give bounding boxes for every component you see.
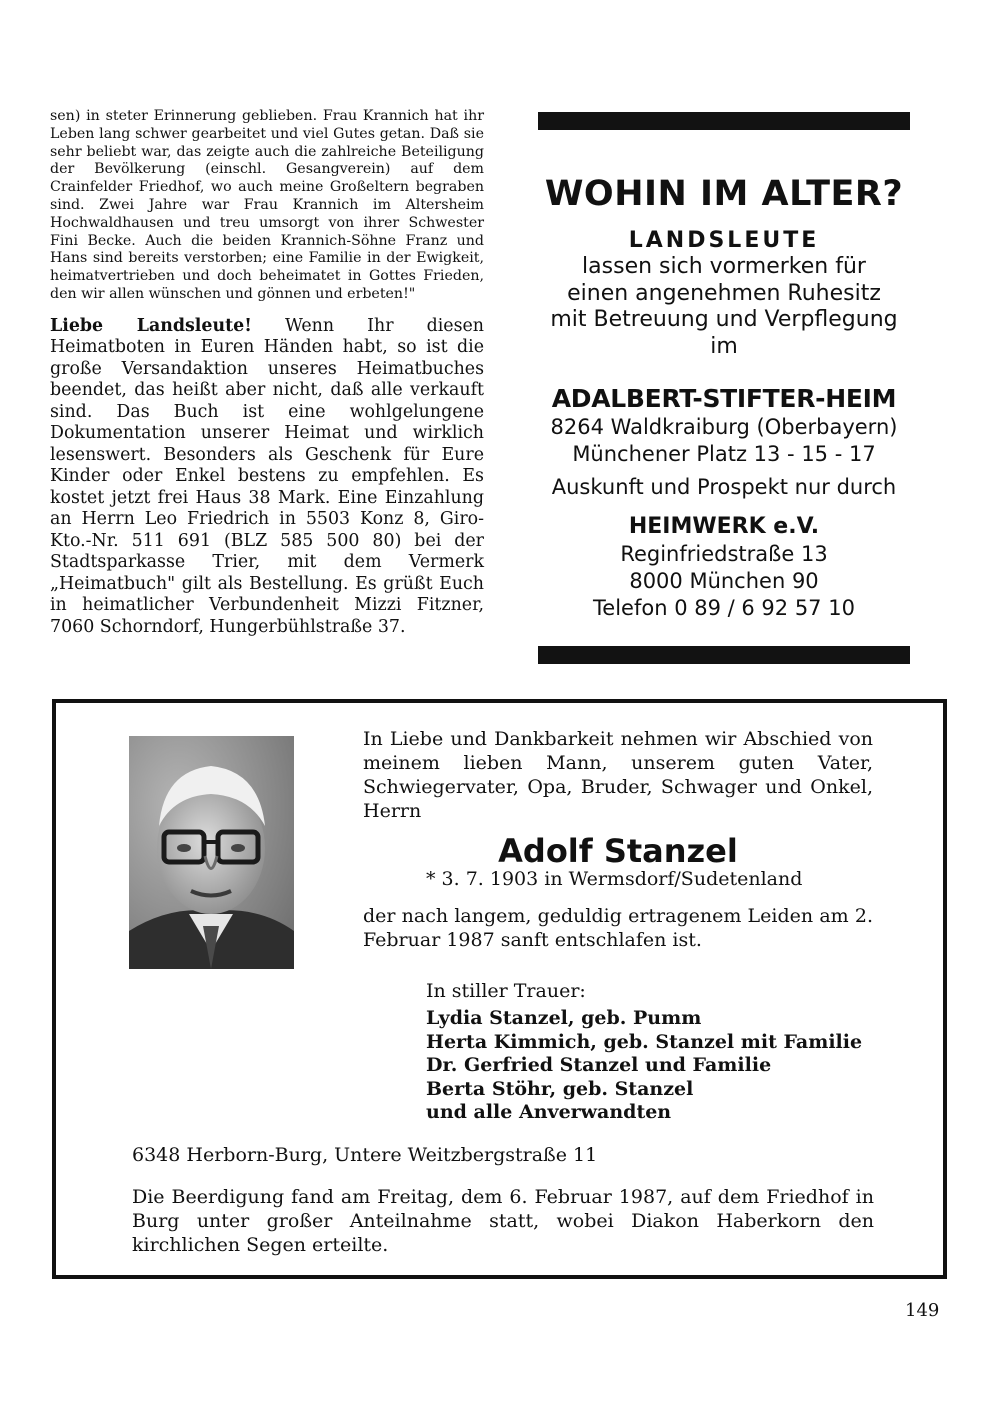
ad-info: Auskunft und Prospekt nur durch [551, 475, 897, 499]
mourners-list [426, 1007, 862, 1125]
ad-subheadline: LANDSLEUTE [628, 228, 820, 253]
mourning-label: In stiller Trauer: [426, 980, 586, 1002]
page-number: 149 [905, 1300, 940, 1321]
deceased-name: Adolf Stanzel [498, 832, 738, 870]
left-column [50, 108, 484, 638]
ad-org-phone: Telefon 0 89 / 6 92 57 10 [593, 596, 855, 620]
ad-line: lassen sich vormerken für [582, 254, 866, 279]
ad-line: einen angenehmen Ruhesitz [567, 280, 881, 306]
appeal-text: Wenn Ihr diesen Heimatboten in Euren Händen habt, so ist die große Versandaktion unseres Heimatbuches beendet, das heißt aber nicht, daß alle verkauft sind. Das Buch ist eine wohlgelungene Dokumentation unserer Heimat und wirklich lesenswert. Besonders als Geschenk für Eure Kinder oder Enkel bestens zu empfehlen. Es kostet jetzt frei Haus 38 Mark. Eine Einzahlung an Herrn Leo Friedrich in 5503 Konz 8, Giro-Kto.-Nr. 511 691 (BLZ 585 500 80) bei der Stadtsparkasse Trier, mit dem Vermerk „Heimatbuch" gilt als Bestellung. Es grüßt Euch in heimatlicher Verbundenheit Mizzi Fitzner, 7060 Schorndorf, Hungerbühlstraße 37. [50, 315, 484, 637]
family-address: 6348 Herborn-Burg, Untere Weitzbergstraße 11 [132, 1144, 598, 1166]
ad-org-name: HEIMWERK e.V. [628, 514, 820, 539]
appeal-paragraph [50, 316, 484, 639]
mourner: Herta Kimmich, geb. Stanzel mit Familie [426, 1030, 863, 1053]
mourner: Dr. Gerfried Stanzel und Familie [426, 1054, 772, 1076]
ad-top-bar [538, 112, 910, 130]
ad-home-address-1: 8264 Waldkraiburg (Oberbayern) [550, 415, 898, 439]
obituary-notice [52, 699, 947, 1279]
ad-home-address-2: Münchener Platz 13 - 15 - 17 [572, 442, 876, 466]
ad-line: im [710, 333, 738, 359]
ad-home-name: ADALBERT-STIFTER-HEIM [551, 384, 897, 413]
mourner: und alle Anverwandten [426, 1101, 672, 1123]
portrait-photo [129, 736, 294, 969]
ad-org-street: Reginfriedstraße 13 [620, 542, 828, 566]
portrait-image [129, 736, 294, 969]
mourner: Berta Stöhr, geb. Stanzel [426, 1077, 694, 1100]
ad-org-city: 8000 München 90 [629, 569, 819, 593]
ad-line: mit Betreuung und Verpflegung [550, 307, 898, 332]
retirement-home-ad [538, 112, 910, 622]
article-paragraph: sen) in steter Erinnerung geblieben. Frau Krannich hat ihr Leben lang schwer gearbeitet und viel Gutes getan. Daß sie sehr beliebt war, das zeigte auch die zahlreiche Beteiligung der Bevölkerung (einschl. Gesangverein) auf dem Crainfelder Friedhof, wo auch meine Großeltern begraben sind. Zwei Jahre war Frau Krannich im Altersheim Hochwaldhausen und treu umsorgt von ihrer Schwester Fini Becke. Auch die beiden Krannich-Söhne Franz und Hans sind bereits verstorben; eine Familie in der Ewigkeit, heimatvertrieben und doch beheimatet in Gottes Frieden, den wir allen wünschen und gönnen und erbeten!" [50, 108, 484, 302]
mourner: Lydia Stanzel, geb. Pumm [426, 1007, 702, 1029]
birth-info: * 3. 7. 1903 in Wermsdorf/Sudetenland [426, 868, 803, 890]
funeral-info: Die Beerdigung fand am Freitag, dem 6. Februar 1987, auf dem Friedhof in Burg unter großer Anteilnahme statt, wobei Diakon Haberkorn den kirchlichen Segen erteilte. [132, 1186, 874, 1256]
obituary-intro: In Liebe und Dankbarkeit nehmen wir Abschied von meinem lieben Mann, unserem guten Vater, Schwiegervater, Opa, Bruder, Schwager und Onkel, Herrn [363, 728, 873, 822]
ad-headline: WOHIN IM ALTER? [544, 174, 904, 214]
appeal-lead: Liebe Landsleute! [50, 315, 252, 336]
death-info: der nach langem, geduldig ertragenem Leiden am 2. Februar 1987 sanft entschlafen ist. [363, 905, 873, 951]
ad-bottom-bar [538, 646, 910, 664]
